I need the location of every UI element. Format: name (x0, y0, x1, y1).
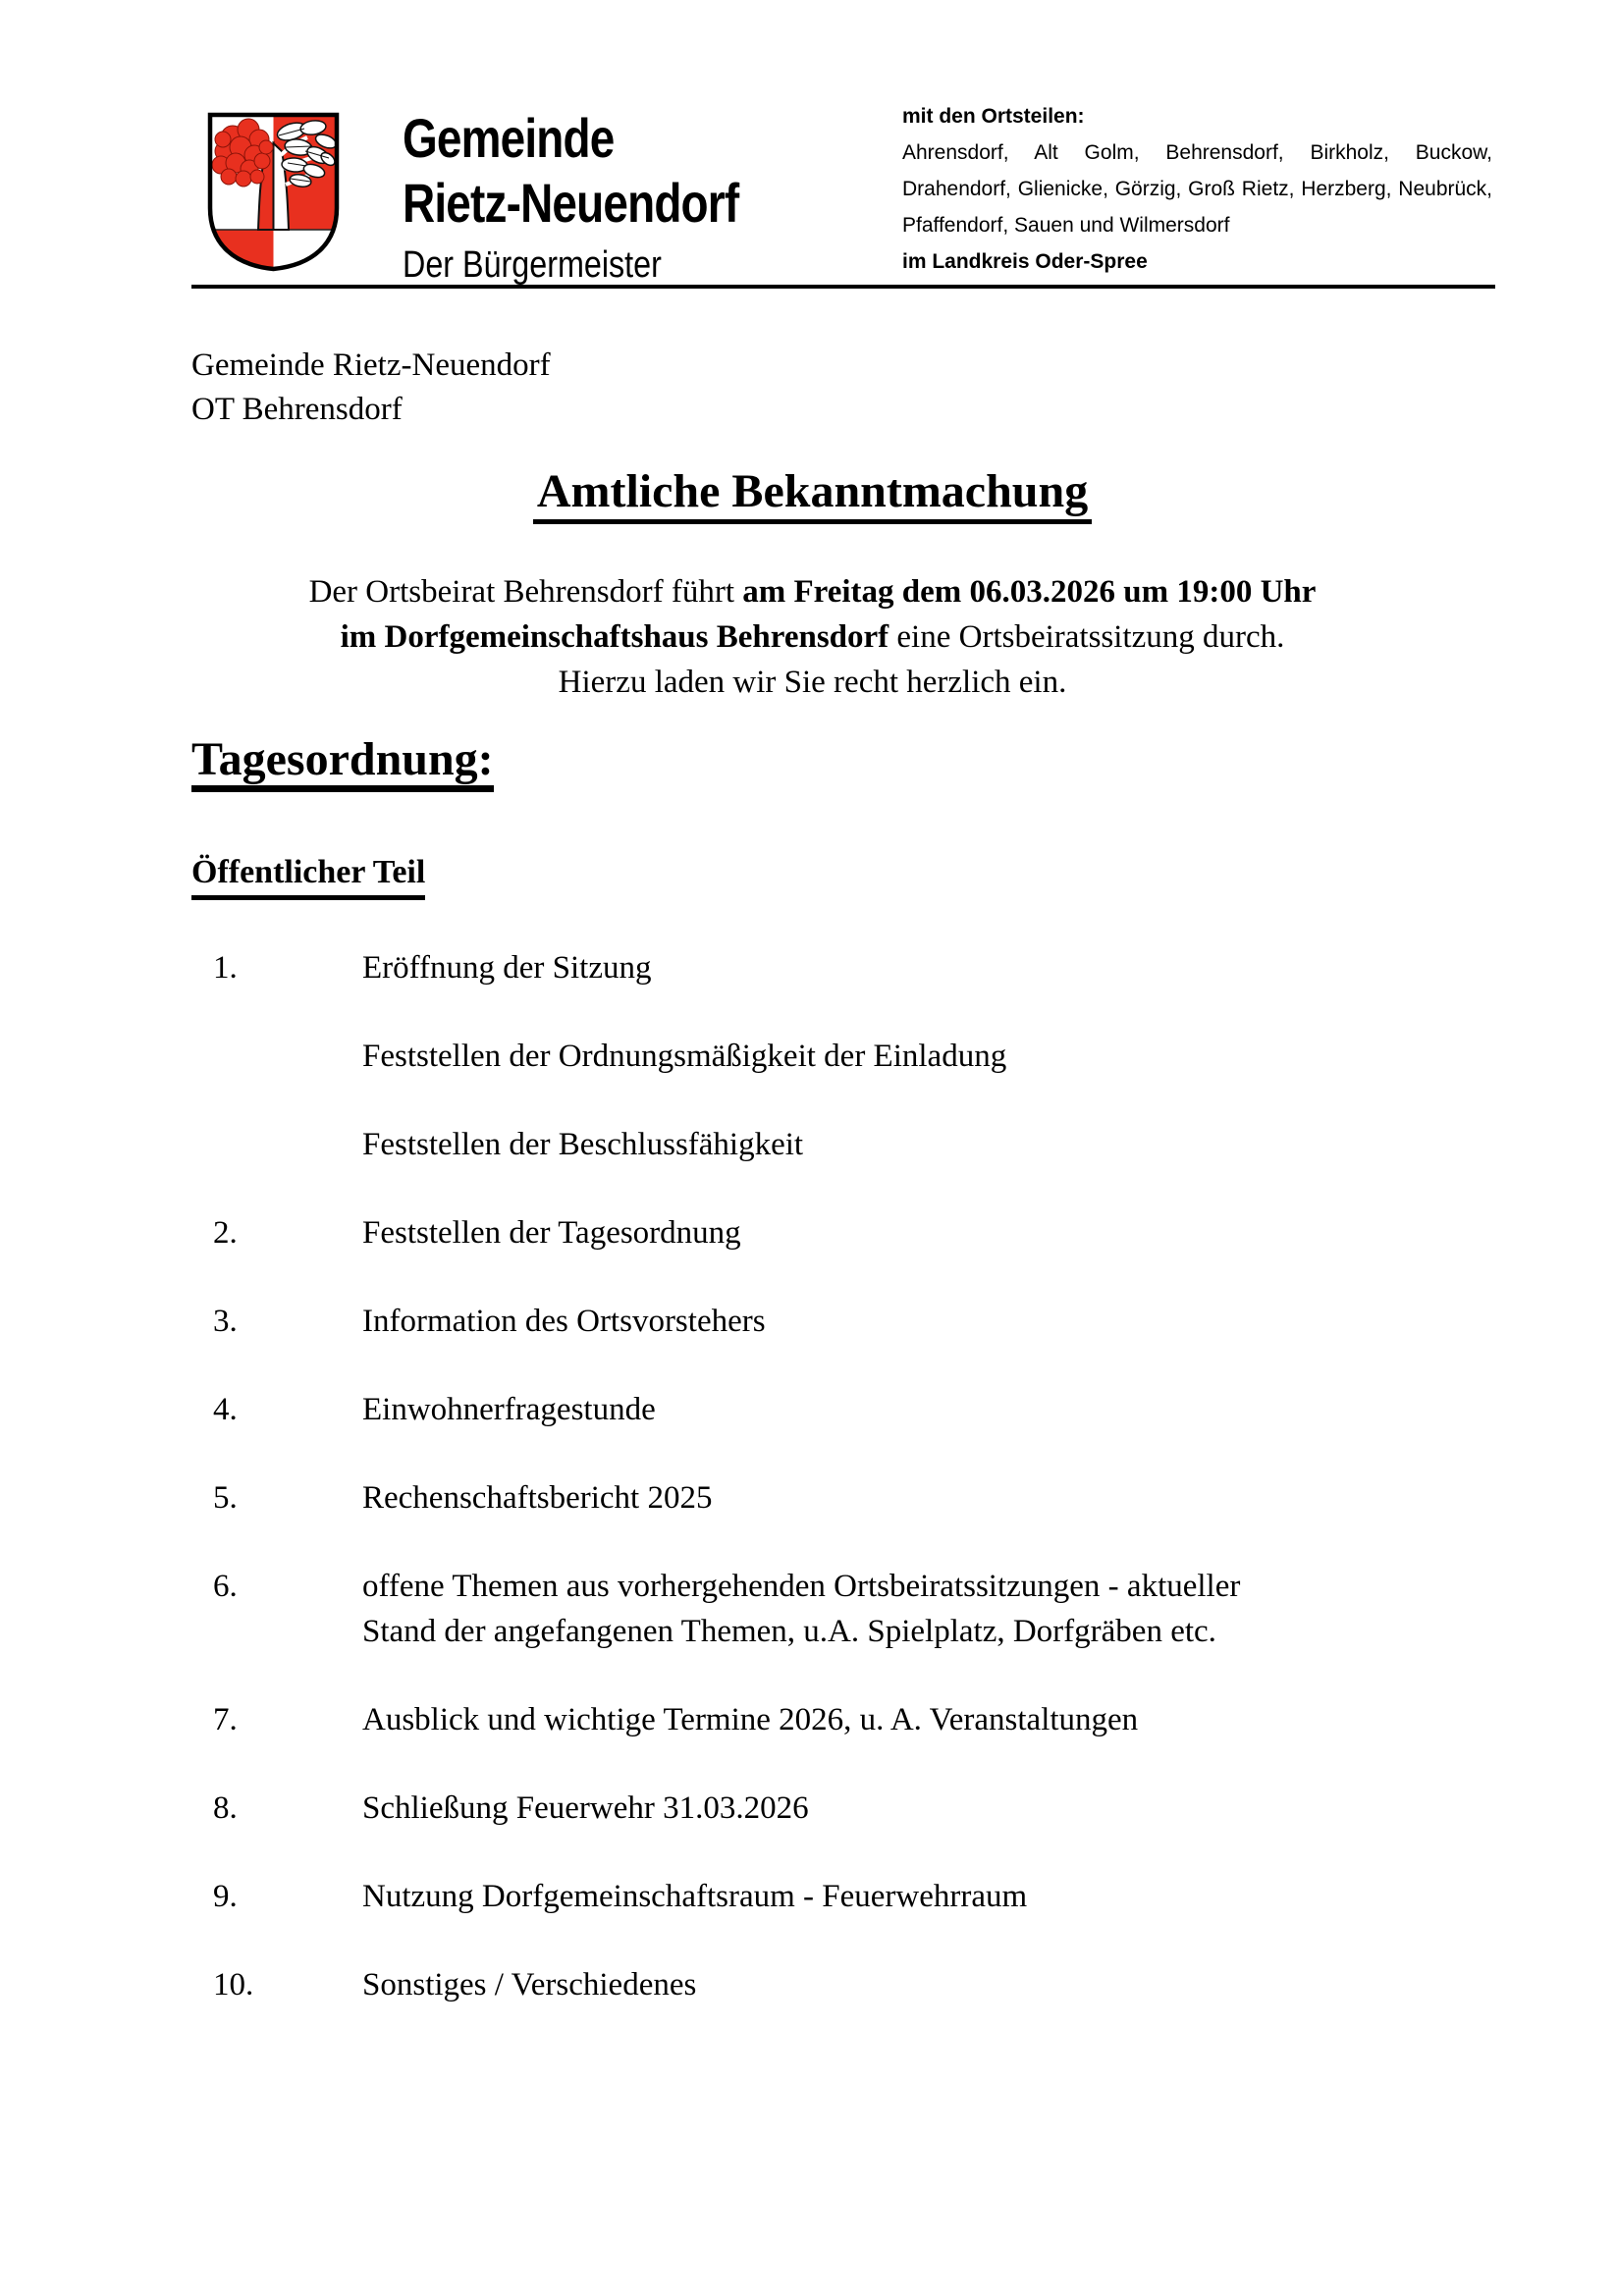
municipality-name-line2: Rietz-Neuendorf (403, 172, 739, 234)
agenda-item-text: Feststellen der Beschlussfähigkeit (362, 1127, 804, 1162)
agenda-row (213, 1122, 1616, 1167)
agenda-item-text: Nutzung Dorfgemeinschaftsraum - Feuerwehrraum (362, 1879, 1028, 1914)
agenda-row (213, 1299, 1616, 1344)
intro-segment-bold: im Dorfgemeinschaftshaus Behrensdorf (340, 619, 889, 655)
agenda-item-number (213, 1122, 362, 1167)
agenda-item-number: 9. (213, 1879, 238, 1914)
intro-line (191, 660, 1433, 705)
agenda-item-number: 4. (213, 1392, 238, 1427)
agenda-item-text: Sonstiges / Verschiedenes (362, 1967, 697, 2002)
agenda-heading: Tagesordnung: (191, 736, 494, 792)
coat-of-arms (203, 110, 344, 275)
letterhead (0, 0, 1616, 289)
agenda-item-text: Ausblick und wichtige Termine 2026, u. A. Veranstaltungen (362, 1702, 1139, 1737)
agenda-section-row (191, 851, 1616, 900)
sender-address-line2: OT Behrensdorf (191, 392, 403, 427)
districts-list (902, 134, 1492, 243)
document-title: Amtliche Bekanntmachung (533, 467, 1092, 524)
intro-line (191, 569, 1433, 614)
districts-intro: mit den Ortsteilen: (902, 105, 1085, 128)
agenda-row (213, 945, 1616, 990)
districts-line: Drahendorf, Glienicke, Görzig, Groß Rietz, Herzberg, Neubrück, (902, 178, 1492, 200)
mayor-subtitle: Der Bürgermeister (403, 244, 662, 286)
intro-segment-bold: am Freitag dem 06.03.2026 um 19:00 Uhr (742, 574, 1317, 610)
agenda-row (213, 1786, 1616, 1831)
header-divider (191, 285, 1495, 289)
agenda-row (213, 1387, 1616, 1432)
intro-segment: Hierzu laden wir Sie recht herzlich ein. (558, 665, 1067, 700)
agenda-item-number: 5. (213, 1480, 238, 1516)
municipality-name-block (403, 106, 812, 287)
intro-paragraph (191, 569, 1433, 705)
districts-line: Pfaffendorf, Sauen und Wilmersdorf (902, 214, 1230, 237)
agenda-item-number: 1. (213, 950, 238, 986)
agenda-item-text: offene Themen aus vorhergehenden Ortsbeiratssitzungen - aktueller Stand der angefangenen Themen, u.A. Spielplatz, Dorfgräben etc. (362, 1569, 1241, 1649)
agenda-item-number: 6. (213, 1569, 238, 1604)
agenda-list (213, 945, 1616, 2007)
agenda-row (213, 1210, 1616, 1255)
intro-segment: Der Ortsbeirat Behrensdorf führt (308, 574, 743, 610)
agenda-item-text: Rechenschaftsbericht 2025 (362, 1480, 713, 1516)
agenda-item-text: Feststellen der Ordnungsmäßigkeit der Einladung (362, 1039, 1007, 1074)
districts-block (902, 98, 1492, 280)
agenda-row (213, 1475, 1616, 1521)
agenda-item-text: Feststellen der Tagesordnung (362, 1215, 741, 1251)
agenda-row (213, 1962, 1616, 2007)
agenda-item-number: 7. (213, 1702, 238, 1737)
agenda-item-number: 10. (213, 1967, 254, 2002)
agenda-item-number: 2. (213, 1215, 238, 1251)
districts-footer: im Landkreis Oder-Spree (902, 250, 1148, 273)
municipality-name-line1: Gemeinde (403, 107, 615, 169)
sender-address-line1: Gemeinde Rietz-Neuendorf (191, 347, 551, 383)
agenda-row (213, 1874, 1616, 1919)
districts-line: Ahrensdorf, Alt Golm, Behrensdorf, Birkholz, Buckow, (902, 141, 1492, 164)
agenda-item-text: Information des Ortsvorstehers (362, 1304, 766, 1339)
agenda-row (213, 1564, 1616, 1654)
agenda-item-number: 3. (213, 1304, 238, 1339)
title-row (191, 467, 1433, 524)
agenda-section-heading: Öffentlicher Teil (191, 851, 425, 900)
sender-address (191, 344, 1616, 432)
intro-segment: eine Ortsbeiratssitzung durch. (889, 619, 1285, 655)
intro-line (191, 614, 1433, 660)
agenda-row (213, 1034, 1616, 1079)
agenda-item-number (213, 1034, 362, 1079)
agenda-item-text: Schließung Feuerwehr 31.03.2026 (362, 1790, 809, 1826)
agenda-item-text: Einwohnerfragestunde (362, 1392, 656, 1427)
agenda-item-number: 8. (213, 1790, 238, 1826)
agenda-row (213, 1697, 1616, 1742)
agenda-item-text: Eröffnung der Sitzung (362, 950, 652, 986)
agenda-heading-row (191, 733, 1616, 792)
